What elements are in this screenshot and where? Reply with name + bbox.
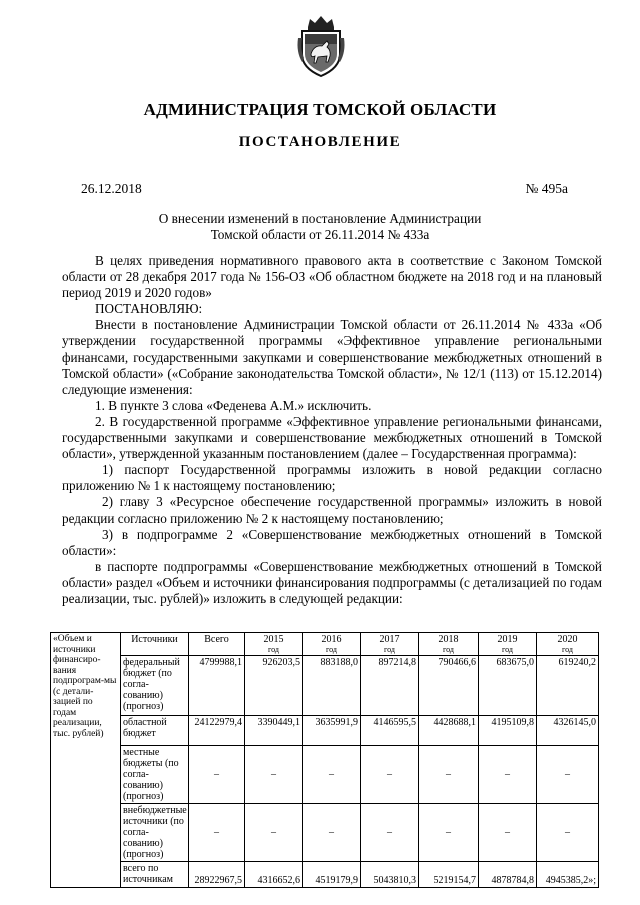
body-paragraph: 2. В государственной программе «Эффективное управление региональными финансами, государственными закупками и совершенствование межбюджетных отношений в Томской области», утвержденной указанным постановлением (далее – Государственная программа): xyxy=(62,413,602,462)
year-label: 2019 xyxy=(497,634,518,645)
row-label: областной бюджет xyxy=(121,716,189,746)
organization-title: АДМИНИСТРАЦИЯ ТОМСКОЙ ОБЛАСТИ xyxy=(143,100,497,119)
row-value: 5043810,3 xyxy=(361,862,419,888)
row-value: 3635991,9 xyxy=(303,716,361,746)
header-year xyxy=(303,633,361,656)
document-subject xyxy=(0,211,640,243)
row-total: 4799988,1 xyxy=(189,656,245,716)
row-value: – xyxy=(361,746,419,804)
header-year xyxy=(479,633,537,656)
year-label: 2018 xyxy=(438,634,459,645)
row-value: 897214,8 xyxy=(361,656,419,716)
document-number: № 495а xyxy=(525,181,568,196)
row-value: 619240,2 xyxy=(537,656,599,716)
header-year xyxy=(419,633,479,656)
table-row xyxy=(51,746,599,804)
row-value: 4195109,8 xyxy=(479,716,537,746)
body-paragraph: 2) главу 3 «Ресурсное обеспечение государственной программы» изложить в новой редакции согласно приложению № 2 к настоящему постановлению; xyxy=(62,494,602,526)
row-total: 28922967,5 xyxy=(189,862,245,888)
row-total: – xyxy=(189,746,245,804)
body-paragraph: В целях приведения нормативного правового акта в соответствие с Законом Томской области от 28 декабря 2017 года № 156-ОЗ «Об областном бюджете на 2018 год и на плановый период 2019 и 2020 годов» xyxy=(62,253,602,301)
year-unit: год xyxy=(384,645,395,654)
body-paragraph: 1. В пункте 3 слова «Феденева А.М.» исключить. xyxy=(95,397,372,413)
row-value: 4878784,8 xyxy=(479,862,537,888)
body-paragraph: 1) паспорт Государственной программы изложить в новой редакции согласно приложению № 1 к настоящему постановлению; xyxy=(62,462,602,494)
table-header-row xyxy=(51,633,599,656)
subject-line: Томской области от 26.11.2014 № 433а xyxy=(210,227,430,242)
row-value: – xyxy=(479,746,537,804)
year-label: 2015 xyxy=(263,634,284,645)
row-value: 926203,5 xyxy=(245,656,303,716)
row-value: – xyxy=(419,746,479,804)
table-row xyxy=(51,656,599,716)
row-value: – xyxy=(303,804,361,862)
row-value: 4146595,5 xyxy=(361,716,419,746)
table-first-cell: «Объем и источники финансиро-вания подпрограм-мы (с детали-зацией по годам реализации, тыс. рублей) xyxy=(51,633,121,888)
row-value: – xyxy=(537,804,599,862)
body-paragraph: ПОСТАНОВЛЯЮ: xyxy=(95,301,203,317)
table-row xyxy=(51,804,599,862)
row-label: федеральный бюджет (по согла-сованию) (прогноз) xyxy=(121,656,189,716)
row-value: 5219154,7 xyxy=(419,862,479,888)
document-date: 26.12.2018 xyxy=(81,181,142,196)
year-label: 2016 xyxy=(321,634,342,645)
table-row xyxy=(51,862,599,888)
body-paragraph: 3) в подпрограмме 2 «Совершенствование межбюджетных отношений в Томской области»: xyxy=(62,526,602,558)
header-sources: Источники xyxy=(121,633,189,656)
year-label: 2020 xyxy=(557,634,578,645)
row-value: 683675,0 xyxy=(479,656,537,716)
header-year xyxy=(537,633,599,656)
row-label: внебюджетные источники (по согла-сованию) (прогноз) xyxy=(121,804,189,862)
row-value: – xyxy=(245,804,303,862)
financing-table xyxy=(50,632,599,888)
body-paragraph: Внести в постановление Администрации Томской области от 26.11.2014 № 433а «Об утверждении государственной программы «Эффективное управление региональными финансами, государственными закупками и совершенствование межбюджетных отношений в Томской области» («Собрание законодательства Томской области», № 12/1 (113) от 15.12.2014) следующие изменения: xyxy=(62,317,602,397)
year-unit: год xyxy=(502,645,513,654)
row-value: 4945385,2»; xyxy=(537,862,599,888)
body-paragraph: в паспорте подпрограммы «Совершенствование межбюджетных отношений в Томской области» раздел «Объем и источники финансирования подпрограммы (с детализацией по годам реализации, тыс. рублей)» изложить в следующей редакции: xyxy=(62,558,602,606)
tomsk-coat-of-arms-emblem xyxy=(296,14,346,78)
row-value: – xyxy=(479,804,537,862)
row-value: 4519179,9 xyxy=(303,862,361,888)
row-value: 3390449,1 xyxy=(245,716,303,746)
year-unit: год xyxy=(326,645,337,654)
row-label: местные бюджеты (по согла-сованию) (прогноз) xyxy=(121,746,189,804)
header-total: Всего xyxy=(189,633,245,656)
row-value: 883188,0 xyxy=(303,656,361,716)
year-unit: год xyxy=(268,645,279,654)
year-label: 2017 xyxy=(379,634,400,645)
table-row xyxy=(51,716,599,746)
row-value: 4428688,1 xyxy=(419,716,479,746)
row-total: – xyxy=(189,804,245,862)
row-value: 790466,6 xyxy=(419,656,479,716)
row-label: всего по источникам xyxy=(121,862,189,888)
document-body xyxy=(62,253,602,607)
row-value: – xyxy=(303,746,361,804)
year-unit: год xyxy=(443,645,454,654)
row-value: 4316652,6 xyxy=(245,862,303,888)
document-type-title: ПОСТАНОВЛЕНИЕ xyxy=(238,134,402,150)
row-value: – xyxy=(361,804,419,862)
year-unit: год xyxy=(562,645,573,654)
row-value: – xyxy=(245,746,303,804)
subject-line: О внесении изменений в постановление Администрации xyxy=(158,211,482,226)
row-value: 4326145,0 xyxy=(537,716,599,746)
row-value: – xyxy=(537,746,599,804)
header-year xyxy=(245,633,303,656)
row-total: 24122979,4 xyxy=(189,716,245,746)
row-value: – xyxy=(419,804,479,862)
header-year xyxy=(361,633,419,656)
